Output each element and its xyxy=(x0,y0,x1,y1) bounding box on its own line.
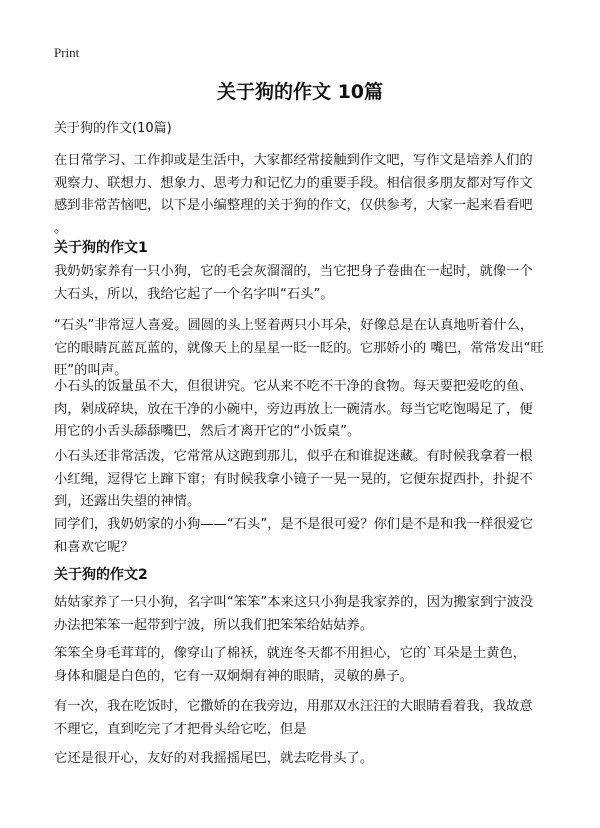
text-line: 观察力、联想力、想象力、思考力和记忆力的重要手段。相信很多朋友都对写作文 xyxy=(54,175,533,191)
text-line: 大石头，所以，我给它起了一个名字叫“石头”。 xyxy=(54,286,334,302)
document-subtitle: 关于狗的作文(10篇) xyxy=(54,121,172,136)
essay-1-paragraph-2 xyxy=(54,315,550,383)
text-line: 旺”的叫声。 xyxy=(54,363,128,378)
intro-paragraph xyxy=(54,150,550,240)
essay-2-paragraph-3 xyxy=(54,696,550,741)
text-line: 笨笨全身毛茸茸的，像穿山了棉袄，就连冬天都不用担心，它的`耳朵是土黄色， xyxy=(54,646,527,661)
text-line: 不理它，直到吃完了才把骨头给它吃，但是 xyxy=(54,721,307,737)
text-line: 小石头的饭量虽不大，但很讲究。它从来不吃不干净的食物。每天要把爱吃的鱼、 xyxy=(54,379,533,394)
text-line: 有一次，我在吃饭时，它撒娇的在我旁边，用那双水汪汪的大眼睛看着我，我故意 xyxy=(54,699,533,714)
text-line: 小石头还非常活泼，它常常从这跑到那儿，似乎在和谁捉迷藏。有时候我拿着一根 xyxy=(54,449,533,464)
text-line: “石头”非常逗人喜爱。圆圆的头上竖着两只小耳朵，好像总是在认真地听着什么， xyxy=(54,318,534,333)
text-line: 身体和腿是白色的，它有一双炯炯有神的眼睛，灵敏的鼻子。 xyxy=(54,668,414,684)
text-line: 我奶奶家养有一只小狗，它的毛会灰溜溜的，当它把身子卷曲在一起时，就像一个 xyxy=(54,264,533,279)
essay-2-paragraph-1 xyxy=(54,592,550,637)
text-line: 和喜欢它呢？ xyxy=(54,539,134,555)
text-line: 感到非常苦恼吧，以下是小编整理的关于狗的作文，仅供参考，大家一起来看看吧 xyxy=(54,198,533,213)
essay-1-heading: 关于狗的作文1 xyxy=(54,240,148,256)
essay-1-paragraph-1 xyxy=(54,261,550,306)
text-line: 同学们，我奶奶家的小狗——“石头”，是不是很可爱？你们是不是和我一样很爱它 xyxy=(54,517,534,532)
text-line: 小红绳，逗得它上蹿下窜；有时候我拿小镜子一晃一晃的，它便东捉西扑，扑捉不 xyxy=(54,471,533,487)
page-title: 关于狗的作文 10篇 xyxy=(216,81,384,103)
text-line: 它还是很开心，友好的对我摇摇尾巴，就去吃骨头了。 xyxy=(54,751,374,766)
essay-1-paragraph-3 xyxy=(54,376,550,444)
essay-1-paragraph-4 xyxy=(54,446,550,514)
text-line: 姑姑家养了一只小狗，名字叫“笨笨”本来这只小狗是我家养的，因为搬家到宁波没 xyxy=(54,595,534,610)
text-line: 它的眼睛瓦蓝瓦蓝的，就像天上的星星一眨一眨的。它那娇小的 嘴巴，常常发出“旺 xyxy=(54,340,544,356)
text-line: 肉，剁成碎块，放在干净的小碗中，旁边再放上一碗清水。每当它吃饱喝足了，便 xyxy=(54,401,533,417)
text-line: 用它的小舌头舔舔嘴巴，然后才离开它的“小饭桌”。 xyxy=(54,424,361,439)
essay-2-paragraph-2 xyxy=(54,643,550,688)
text-line: 。 xyxy=(54,220,68,236)
text-line: 到，还露出失望的神情。 xyxy=(54,494,201,509)
essay-1-paragraph-5 xyxy=(54,514,550,559)
essay-2-heading: 关于狗的作文2 xyxy=(54,567,148,583)
text-line: 办法把笨笨一起带到宁波，所以我们把笨笨给姑姑养。 xyxy=(54,617,374,633)
essay-2-paragraph-4 xyxy=(54,748,550,771)
print-label: Print xyxy=(54,45,80,60)
text-line: 在日常学习、工作抑或是生活中，大家都经常接触到作文吧，写作文是培养人们的 xyxy=(54,153,533,168)
